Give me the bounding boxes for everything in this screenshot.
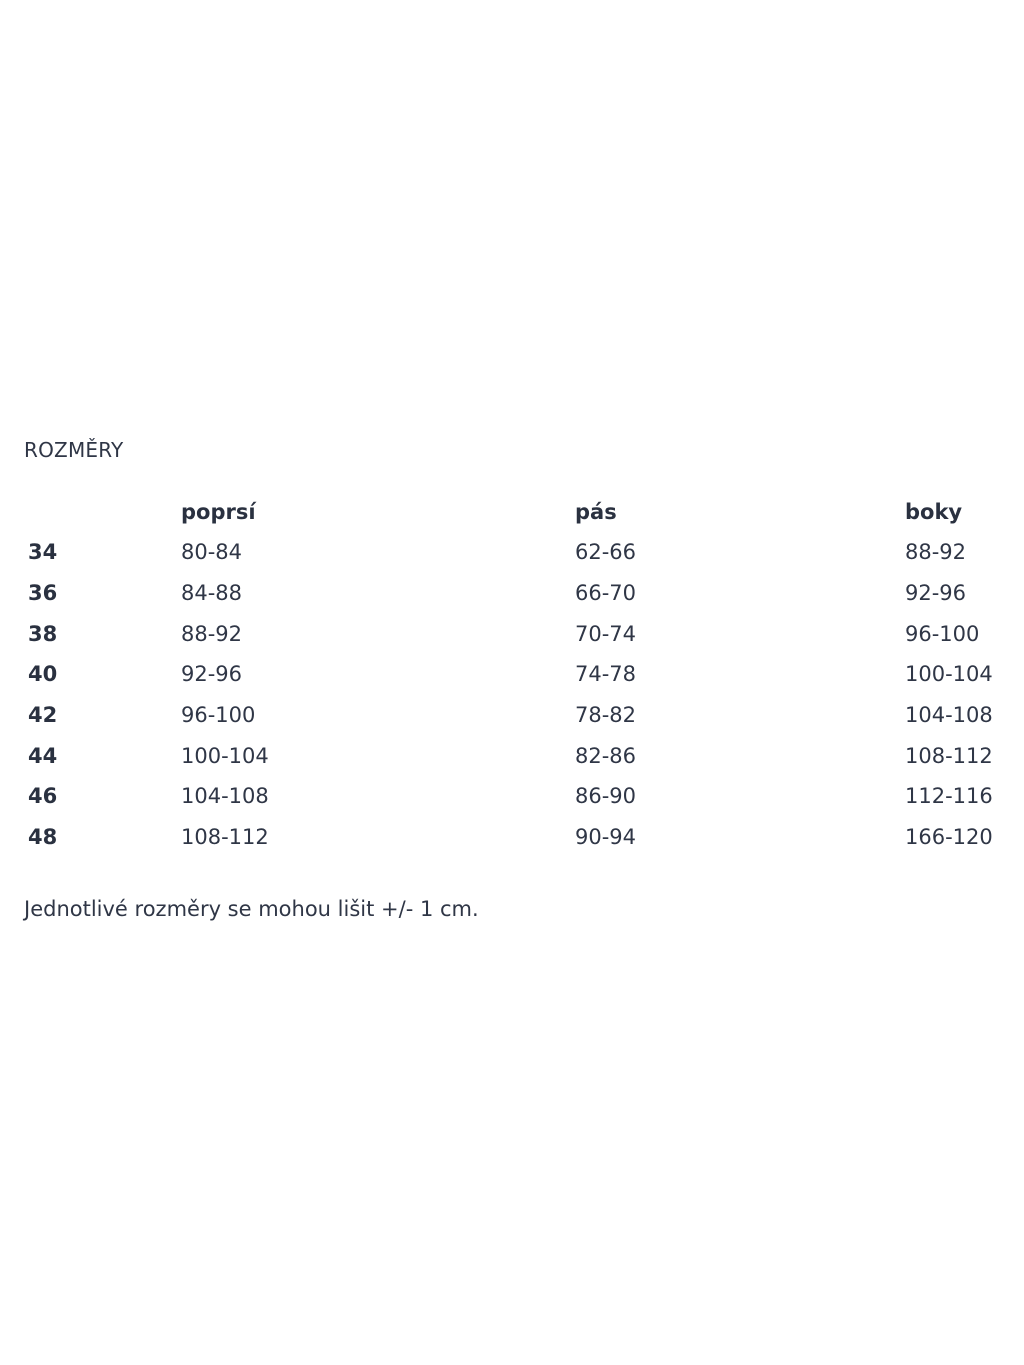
size-table — [24, 492, 1004, 858]
waist-cell: 86-90 — [575, 784, 637, 809]
table-header-row — [24, 492, 1004, 532]
hips-cell: 112-116 — [905, 784, 993, 809]
waist-cell: 90-94 — [575, 825, 637, 850]
header-waist: pás — [575, 500, 617, 524]
bust-cell: 92-96 — [181, 662, 243, 687]
table-row — [24, 695, 1004, 736]
bust-cell: 84-88 — [181, 581, 243, 606]
section-title: ROZMĚRY — [24, 438, 124, 462]
tolerance-note: Jednotlivé rozměry se mohou lišit +/- 1 cm. — [24, 897, 479, 921]
waist-cell: 66-70 — [575, 581, 637, 606]
header-size — [24, 492, 181, 532]
size-cell: 36 — [28, 581, 58, 606]
hips-cell: 88-92 — [905, 540, 967, 565]
bust-cell: 104-108 — [181, 784, 269, 809]
size-cell: 42 — [28, 703, 58, 728]
size-cell: 46 — [28, 784, 58, 809]
hips-cell: 92-96 — [905, 581, 967, 606]
hips-cell: 108-112 — [905, 743, 993, 768]
hips-cell: 100-104 — [905, 662, 993, 687]
bust-cell: 96-100 — [181, 703, 256, 728]
header-bust: poprsí — [181, 500, 256, 524]
waist-cell: 62-66 — [575, 540, 637, 565]
table-row — [24, 817, 1004, 858]
bust-cell: 80-84 — [181, 540, 243, 565]
waist-cell: 82-86 — [575, 743, 637, 768]
table-row — [24, 776, 1004, 817]
header-hips: boky — [905, 500, 963, 524]
table-row — [24, 573, 1004, 614]
size-cell: 38 — [28, 621, 58, 646]
hips-cell: 166-120 — [905, 825, 993, 850]
waist-cell: 78-82 — [575, 703, 637, 728]
table-row — [24, 735, 1004, 776]
bust-cell: 100-104 — [181, 743, 269, 768]
bust-cell: 108-112 — [181, 825, 269, 850]
bust-cell: 88-92 — [181, 621, 243, 646]
waist-cell: 74-78 — [575, 662, 637, 687]
size-cell: 44 — [28, 743, 58, 768]
table-row — [24, 613, 1004, 654]
table-row — [24, 654, 1004, 695]
waist-cell: 70-74 — [575, 621, 637, 646]
size-cell: 40 — [28, 662, 58, 687]
size-cell: 34 — [28, 540, 58, 565]
hips-cell: 96-100 — [905, 621, 980, 646]
size-cell: 48 — [28, 825, 58, 850]
table-row — [24, 532, 1004, 573]
hips-cell: 104-108 — [905, 703, 993, 728]
